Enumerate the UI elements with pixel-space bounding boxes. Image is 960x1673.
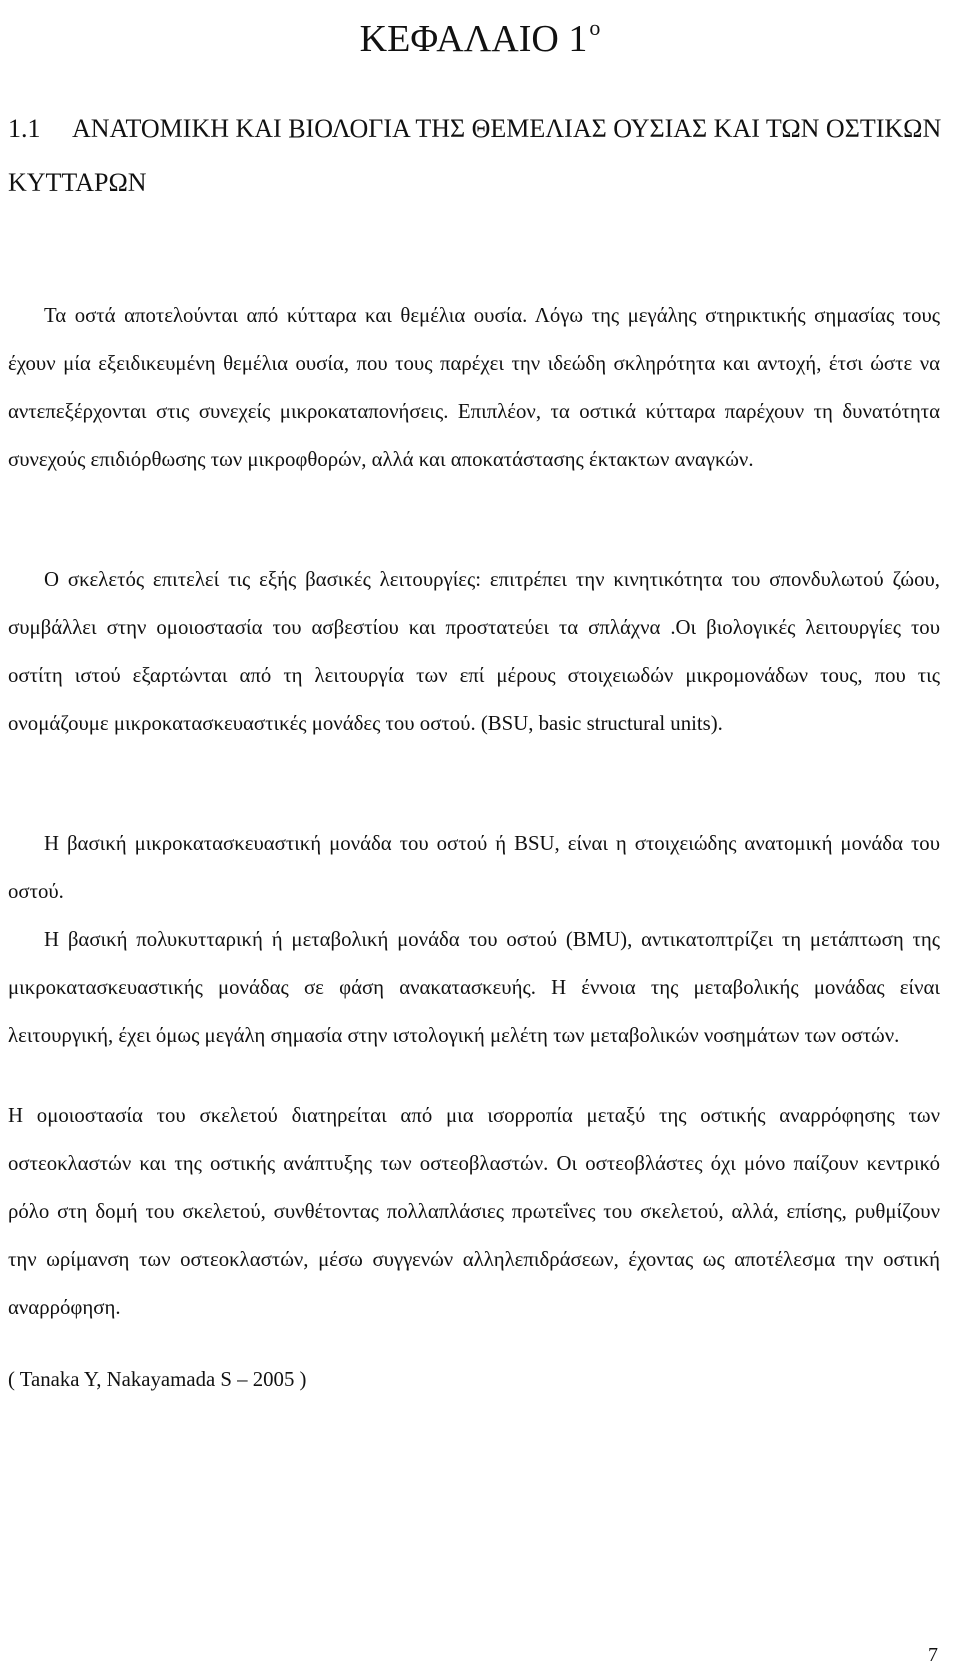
- paragraph-bone-composition: Τα οστά αποτελούνται από κύτταρα και θεμέλια ουσία. Λόγω της μεγάλης στηρικτικής σημασίας τους έχουν μία εξειδικευμένη θεμέλια ουσία, που τους παρέχει την ιδεώδη σκληρότητα και αντοχή, έτσι ώστε να αντεπεξέρχονται στις συνεχείς μικροκαταπονήσεις. Επιπλέον, τα οστικά κύτταρα παρέχουν τη δυνατότητα συνεχούς επιδιόρθωσης των μικροφθορών, αλλά και αποκατάστασης έκτακτων αναγκών.: [8, 304, 940, 471]
- chapter-title-superscript: ο: [589, 15, 601, 40]
- paragraph-bmu: Η βασική πολυκυτταρική ή μεταβολική μονάδα του οστού (BMU), αντικατοπτρίζει τη μετάπτωση της μικροκατασκευαστικής μονάδας σε φάση ανακατασκευής. Η έννοια της μεταβολικής μονάδας είναι λειτουργική, έχει όμως μεγάλη σημασία στην ιστολογική μελέτη των μεταβολικών νοσημάτων των οστών.: [8, 928, 940, 1047]
- paragraph-homeostasis: Η ομοιοστασία του σκελετού διατηρείται από μια ισορροπία μεταξύ της οστικής αναρρόφησης των οστεοκλαστών και της οστικής ανάπτυξης των οστεοβλαστών. Οι οστεοβλάστες όχι μόνο παίζουν κεντρικό ρόλο στη δομή του σκελετού, συνθέτοντας πολλαπλάσιες πρωτεΐνες του σκελετού, αλλά, επίσης, ρυθμίζουν την ωρίμανση των οστεοκλαστών, μέσω συγγενών αλληλεπιδράσεων, έχοντας ως αποτέλεσμα την οστική αναρρόφηση.: [8, 1104, 940, 1319]
- chapter-title: [0, 4, 960, 63]
- paragraph-skeleton-functions: Ο σκελετός επιτελεί τις εξής βασικές λειτουργίες: επιτρέπει την κινητικότητα του σπονδυλωτού ζώου, συμβάλλει στην ομοιοστασία του ασβεστίου και προστατεύει τα σπλάχνα .Οι βιολογικές λειτουργίες του οστίτη ιστού εξαρτώνται από τη λειτουργία των επί μέρους στοιχειωδών μικρομονάδων τους, που τις ονομάζουμε μικροκατασκευαστικές μονάδες του οστού. (BSU, basic structural units).: [8, 568, 940, 735]
- section-number: 1.1: [8, 114, 41, 143]
- section-heading: [8, 102, 948, 210]
- page-number: 7: [928, 1644, 938, 1666]
- chapter-title-text: ΚΕΦΑΛΑΙΟ 1: [359, 18, 588, 60]
- section-title: ΑΝΑΤΟΜΙΚΗ ΚΑΙ ΒΙΟΛΟΓΙΑ ΤΗΣ ΘΕΜΕΛΙΑΣ ΟΥΣΙΑΣ ΚΑΙ ΤΩΝ ΟΣΤΙΚΩΝ ΚΥΤΤΑΡΩΝ: [8, 114, 942, 197]
- paragraph-bsu: Η βασική μικροκατασκευαστική μονάδα του οστού ή BSU, είναι η στοιχειώδης ανατομική μονάδα του οστού.: [8, 832, 940, 903]
- citation: ( Tanaka Y, Nakayamada S – 2005 ): [8, 1368, 307, 1391]
